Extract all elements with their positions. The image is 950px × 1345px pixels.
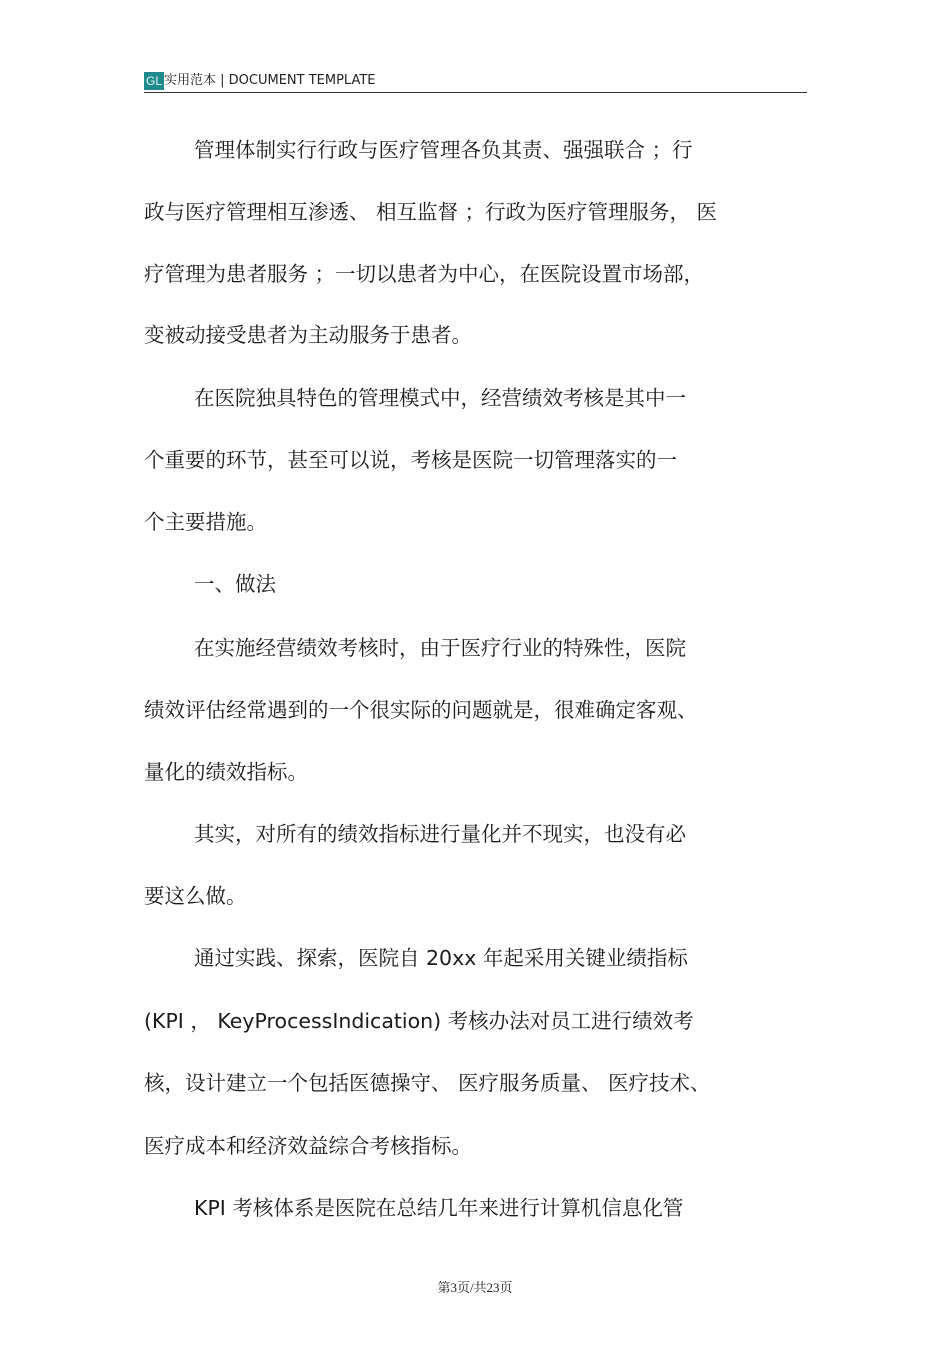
body-line: 个重要的环节，甚至可以说，考核是医院一切管理落实的一	[144, 448, 677, 472]
body-line: 在医院独具特色的管理模式中，经营绩效考核是其中一	[194, 386, 686, 410]
header-divider	[144, 92, 807, 93]
section-heading: 一、做法	[194, 572, 276, 596]
body-line: 要这么做。	[144, 884, 247, 908]
body-line: 个主要措施。	[144, 510, 267, 534]
body-line: 医疗成本和经济效益综合考核指标。	[144, 1134, 472, 1158]
body-line: 绩效评估经常遇到的一个很实际的问题就是，很难确定客观、	[144, 698, 698, 722]
body-line: 量化的绩效指标。	[144, 760, 308, 784]
body-line: 其实，对所有的绩效指标进行量化并不现实，也没有必	[194, 822, 686, 846]
body-line: 通过实践、探索，医院自 20xx 年起采用关键业绩指标	[194, 946, 688, 970]
logo-mark: GL	[145, 74, 162, 88]
brand-text: 实用范本 | DOCUMENT TEMPLATE	[164, 73, 376, 88]
body-line: (KPI ， KeyProcessIndication) 考核办法对员工进行绩效考	[144, 1009, 694, 1033]
body-line: 核，设计建立一个包括医德操守、 医疗服务质量、 医疗技术、	[144, 1071, 711, 1095]
body-line: KPI 考核体系是医院在总结几年来进行计算机信息化管	[194, 1196, 684, 1220]
page-header	[144, 70, 807, 94]
body-line: 在实施经营绩效考核时，由于医疗行业的特殊性，医院	[194, 636, 686, 660]
body-line: 政与医疗管理相互渗透、 相互监督 ；行政为医疗管理服务， 医	[144, 200, 718, 224]
page-number: 第3页/共23页	[437, 1280, 513, 1295]
body-line: 变被动接受患者为主动服务于患者。	[144, 323, 472, 347]
body-line: 疗管理为患者服务 ；一切以患者为中心，在医院设置市场部，	[144, 262, 705, 286]
body-line: 管理体制实行行政与医疗管理各负其责、强强联合 ；行	[194, 138, 693, 162]
